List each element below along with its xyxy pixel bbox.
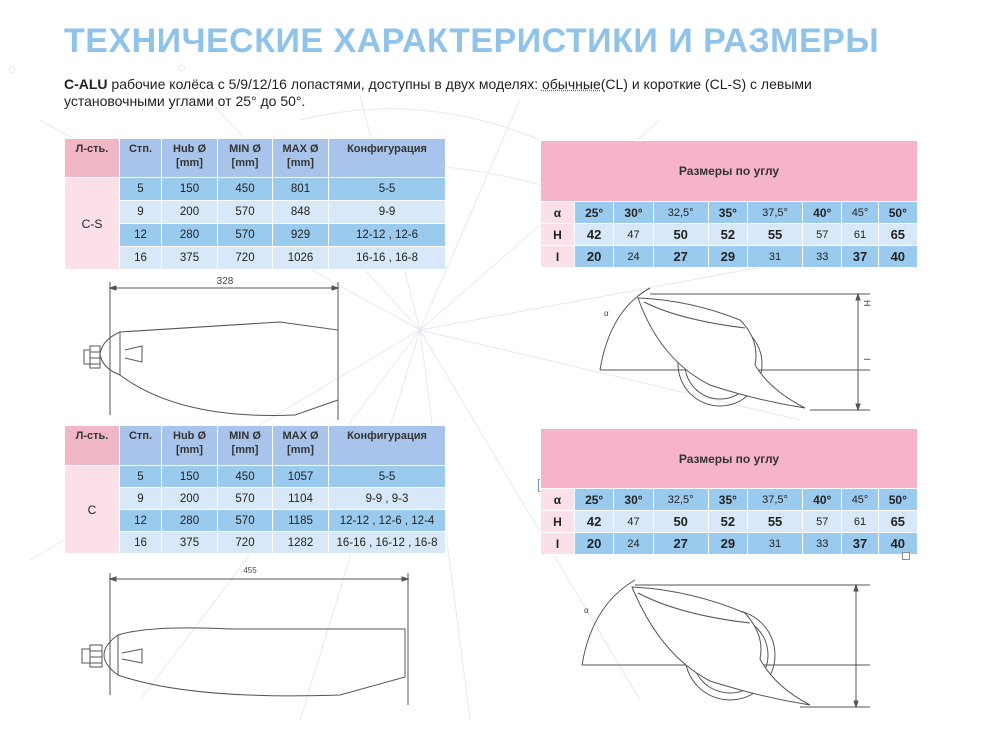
cell-config: 12-12 , 12-6 , 12-4	[329, 510, 446, 532]
cell-hub: 200	[162, 488, 218, 510]
dim-alpha-2: α	[584, 606, 589, 615]
col-header-config: Конфигурация	[329, 139, 446, 178]
cell-h: 42	[575, 511, 614, 533]
col-header-config: Конфигурация	[329, 426, 446, 466]
cell-max: 1057	[273, 466, 329, 488]
cell-alpha: 37,5°	[748, 489, 803, 511]
cell-min: 450	[218, 178, 273, 201]
cell-max: 929	[273, 224, 329, 247]
cell-max: 801	[273, 178, 329, 201]
col-header-hub: Hub Ø [mm]	[162, 426, 218, 466]
cell-hub: 150	[162, 466, 218, 488]
cell-max: 1104	[273, 488, 329, 510]
col-header-steps: Стп.	[120, 426, 162, 466]
cell-hub: 375	[162, 532, 218, 554]
row-label-alpha: α	[541, 489, 575, 511]
cell-alpha: 45°	[842, 489, 878, 511]
cell-config: 16-16 , 16-8	[329, 247, 446, 270]
spec-table-c	[64, 425, 446, 554]
table-row	[541, 202, 918, 224]
intro-text-1: рабочие колёса с 5/9/12/16 лопастями, доступны в двух моделях:	[107, 76, 542, 92]
table-resize-handle[interactable]	[902, 552, 910, 560]
cell-i: 33	[803, 246, 842, 268]
cell-alpha: 30°	[614, 202, 653, 224]
cell-min: 570	[218, 488, 273, 510]
cell-h: 65	[878, 224, 917, 246]
cell-alpha: 25°	[575, 202, 614, 224]
table-row	[541, 489, 918, 511]
dim-alpha-1: α	[604, 309, 609, 318]
table-row	[541, 246, 918, 268]
cell-config: 9-9	[329, 201, 446, 224]
cell-i: 31	[748, 246, 803, 268]
cell-blades: 9	[120, 488, 162, 510]
cell-alpha: 30°	[614, 489, 653, 511]
cell-i: 33	[803, 533, 842, 555]
cell-i: 37	[842, 246, 878, 268]
cell-hub: 200	[162, 201, 218, 224]
cell-h: 57	[803, 224, 842, 246]
table-row	[65, 466, 446, 488]
dim-h-1: H	[862, 300, 872, 307]
cell-h: 47	[614, 224, 653, 246]
cell-i: 27	[653, 246, 708, 268]
profile-drawing-1	[580, 280, 880, 430]
table-row	[65, 224, 446, 247]
cell-i: 24	[614, 533, 653, 555]
cell-h: 47	[614, 511, 653, 533]
cell-alpha: 35°	[708, 489, 747, 511]
table-row	[541, 511, 918, 533]
cell-max: 848	[273, 201, 329, 224]
col-header-steps: Стп.	[120, 139, 162, 178]
cell-i: 37	[842, 533, 878, 555]
row-label-i: I	[541, 246, 575, 268]
cell-alpha: 50°	[878, 489, 917, 511]
model-label: C	[65, 466, 120, 554]
cell-min: 450	[218, 466, 273, 488]
cell-hub: 375	[162, 247, 218, 270]
cell-hub: 280	[162, 510, 218, 532]
cell-blades: 12	[120, 224, 162, 247]
cell-alpha: 37,5°	[748, 202, 803, 224]
cell-h: 55	[748, 511, 803, 533]
cell-h: 52	[708, 224, 747, 246]
model-label: C-S	[65, 178, 120, 270]
cell-alpha: 25°	[575, 489, 614, 511]
cell-config: 12-12 , 12-6	[329, 224, 446, 247]
cell-i: 24	[614, 246, 653, 268]
cell-hub: 150	[162, 178, 218, 201]
spec-table-cs	[64, 138, 446, 270]
cell-config: 16-16 , 16-12 , 16-8	[329, 532, 446, 554]
dim-length-c: 455	[243, 566, 257, 575]
table-row	[541, 533, 918, 555]
dim-i-1: I	[862, 358, 872, 361]
cell-h: 65	[878, 511, 917, 533]
col-header-hub: Hub Ø [mm]	[162, 139, 218, 178]
col-header-blades: Л-сть.	[65, 426, 120, 466]
col-header-max: MAX Ø [mm]	[273, 139, 329, 178]
table-row	[65, 488, 446, 510]
cell-alpha: 40°	[803, 489, 842, 511]
cell-hub: 280	[162, 224, 218, 247]
intro-underlined-word: обычные	[541, 76, 601, 92]
cell-min: 570	[218, 224, 273, 247]
cell-blades: 12	[120, 510, 162, 532]
cell-h: 61	[842, 224, 878, 246]
table-row	[65, 178, 446, 201]
table-row	[541, 224, 918, 246]
cell-blades: 9	[120, 201, 162, 224]
cell-h: 50	[653, 224, 708, 246]
cell-blades: 16	[120, 532, 162, 554]
angle-table-title: Размеры по углу	[541, 429, 918, 489]
cell-min: 720	[218, 532, 273, 554]
cell-max: 1185	[273, 510, 329, 532]
cell-min: 570	[218, 510, 273, 532]
cell-alpha: 32,5°	[653, 202, 708, 224]
angle-table-1	[540, 140, 918, 268]
cell-i: 20	[575, 533, 614, 555]
cell-h: 52	[708, 511, 747, 533]
cell-config: 5-5	[329, 178, 446, 201]
cell-h: 50	[653, 511, 708, 533]
cell-i: 31	[748, 533, 803, 555]
row-label-alpha: α	[541, 202, 575, 224]
cell-config: 9-9 , 9-3	[329, 488, 446, 510]
page-title: ТЕХНИЧЕСКИЕ ХАРАКТЕРИСТИКИ И РАЗМЕРЫ	[64, 22, 880, 60]
cell-i: 20	[575, 246, 614, 268]
cell-alpha: 35°	[708, 202, 747, 224]
cell-blades: 5	[120, 466, 162, 488]
cell-h: 42	[575, 224, 614, 246]
row-label-h: H	[541, 511, 575, 533]
cell-i: 27	[653, 533, 708, 555]
table-row	[65, 532, 446, 554]
cell-i: 40	[878, 246, 917, 268]
profile-drawing-2	[570, 575, 880, 720]
dim-length-cs: 328	[216, 276, 234, 287]
intro-text-2: (CL) и короткие (CL-S) с левыми установочными углами от 25° до 50°.	[64, 76, 812, 109]
cell-alpha: 40°	[803, 202, 842, 224]
angle-table-title: Размеры по углу	[541, 141, 918, 202]
cell-h: 57	[803, 511, 842, 533]
blade-drawing-cs	[80, 270, 350, 430]
table-row	[65, 201, 446, 224]
brand-name: C-ALU	[64, 76, 108, 92]
blade-drawing-c	[70, 565, 415, 715]
col-header-blades: Л-сть.	[65, 139, 120, 178]
cell-i: 29	[708, 533, 747, 555]
col-header-max: MAX Ø [mm]	[273, 426, 329, 466]
cell-h: 61	[842, 511, 878, 533]
table-row	[65, 247, 446, 270]
cell-min: 570	[218, 201, 273, 224]
cell-max: 1282	[273, 532, 329, 554]
cell-max: 1026	[273, 247, 329, 270]
col-header-min: MIN Ø [mm]	[218, 426, 273, 466]
cell-alpha: 32,5°	[653, 489, 708, 511]
cell-config: 5-5	[329, 466, 446, 488]
row-label-h: H	[541, 224, 575, 246]
table-row	[65, 510, 446, 532]
cell-h: 55	[748, 224, 803, 246]
intro-paragraph	[64, 76, 904, 110]
cell-i: 29	[708, 246, 747, 268]
cell-alpha: 45°	[842, 202, 878, 224]
row-label-i: I	[541, 533, 575, 555]
angle-table-2	[540, 428, 918, 555]
cell-blades: 5	[120, 178, 162, 201]
cell-i: 40	[878, 533, 917, 555]
col-header-min: MIN Ø [mm]	[218, 139, 273, 178]
cell-blades: 16	[120, 247, 162, 270]
cell-alpha: 50°	[878, 202, 917, 224]
cell-min: 720	[218, 247, 273, 270]
